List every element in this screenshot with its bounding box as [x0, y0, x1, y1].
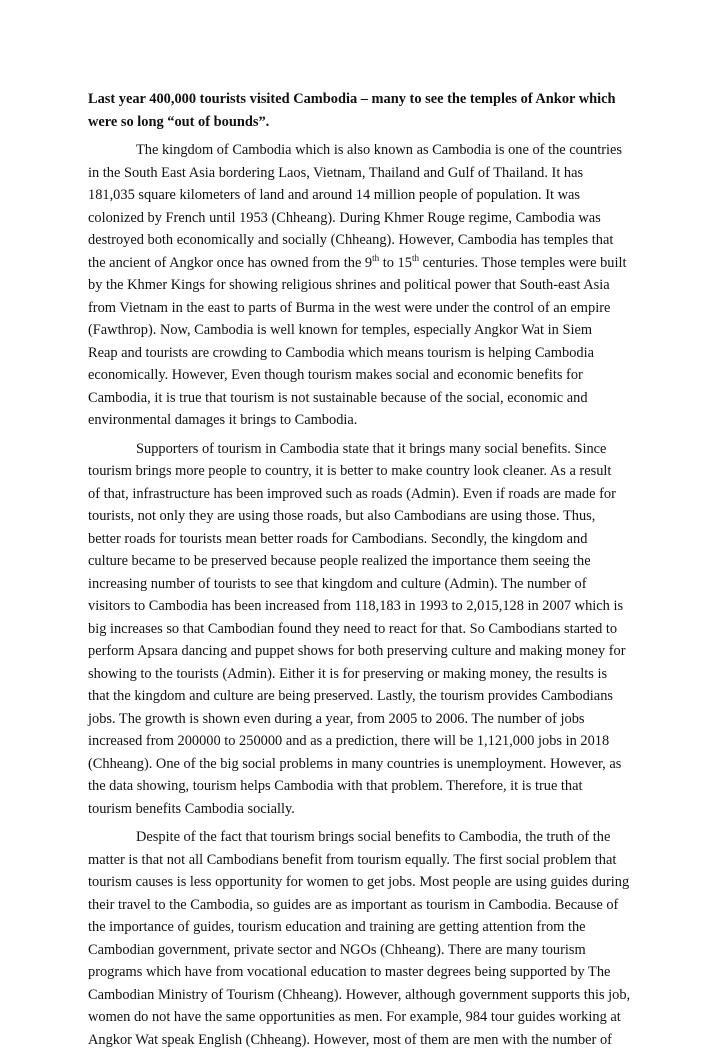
paragraph-line: Cambodia, it is true that tourism is not sustainable because of the social, economic and [88, 389, 588, 406]
paragraph-line: that the kingdom and culture are being preserved. Lastly, the tourism provides Cambodians [88, 688, 613, 704]
document-body [88, 88, 648, 1057]
paragraph-line: Angkor Wat speak English (Chheang). However, most of them are men with the number of [88, 1031, 612, 1048]
paragraph-line [88, 252, 648, 275]
paragraph-line: 181,035 square kilometers of land and around 14 million people of population. It was [88, 187, 580, 203]
document-title [88, 88, 648, 133]
paragraph-social-problems [88, 826, 648, 1051]
paragraph-line: colonized by French until 1953 (Chheang). During Khmer Rouge regime, Cambodia was [88, 209, 601, 226]
paragraph-line: the importance of guides, tourism education and training are getting attention from the [88, 919, 586, 935]
paragraph-line: from Vietnam in the east to parts of Burma in the west were under the control of an empire [88, 299, 611, 316]
paragraph-line: (Chheang). One of the big social problems in many countries is unemployment. However, as [88, 755, 622, 772]
paragraph-line: culture became to be preserved because people realized the importance them seeing the [88, 553, 591, 569]
paragraph-line: Cambodian Ministry of Tourism (Chheang). However, although government supports this job, [88, 986, 631, 1003]
paragraph-social-benefits [88, 438, 648, 821]
paragraph-line: of that, infrastructure has been improved such as roads (Admin). Even if roads are made for [88, 485, 616, 502]
paragraph-line: increased from 200000 to 250000 and as a prediction, there will be 1,121,000 jobs in 2018 [88, 733, 610, 749]
line-text: the ancient of Angkor once has owned from the 9 [88, 254, 373, 271]
superscript: th [411, 252, 419, 263]
paragraph-line: destroyed both economically and socially (Chheang). However, Cambodia has temples that [88, 232, 614, 248]
paragraph-line: women do not have the same opportunities as men. For example, 984 tour guides working at [88, 1009, 621, 1025]
paragraph-line: tourism benefits Cambodia socially. [88, 800, 295, 817]
paragraph-line: jobs. The growth is shown even during a year, from 2005 to 2006. The number of jobs [88, 710, 585, 727]
superscript: th [372, 252, 380, 263]
paragraph-line: in the South East Asia bordering Laos, Vietnam, Thailand and Gulf of Thailand. It has [88, 164, 584, 181]
paragraph-line: increasing number of tourists to see that kingdom and culture (Admin). The number of [88, 575, 587, 592]
paragraph-line: (Fawthrop). Now, Cambodia is well known for temples, especially Angkor Wat in Siem [88, 322, 593, 338]
paragraph-introduction [88, 139, 648, 432]
paragraph-line: the data showing, tourism helps Cambodia with that problem. Therefore, it is true that [88, 778, 583, 794]
paragraph-line: perform Apsara dancing and puppet shows for both preserving culture and making money for [88, 643, 626, 659]
line-text: centuries. Those temples were built [418, 254, 627, 271]
paragraph-line: big increases so that Cambodian found they need to react for that. So Cambodians started to [88, 620, 618, 637]
paragraph-line: programs which have from vocational education to master degrees being supported by The [88, 964, 611, 980]
paragraph-line: better roads for tourists mean better roads for Cambodians. Secondly, the kingdom and [88, 530, 588, 547]
paragraph-line: Despite of the fact that tourism brings social benefits to Cambodia, the truth of the [136, 829, 611, 845]
paragraph-line: economically. However, Even though tourism makes social and economic benefits for [88, 367, 583, 383]
paragraph-line: environmental damages it brings to Cambodia. [88, 412, 358, 428]
paragraph-line: by the Khmer Kings for showing religious shrines and political power that South-east Asia [88, 277, 610, 293]
paragraph-line: Supporters of tourism in Cambodia state that it brings many social benefits. Since [136, 440, 607, 457]
paragraph-line: tourism brings more people to country, it is better to make country look cleaner. As a result [88, 463, 612, 479]
paragraph-line: Reap and tourists are crowding to Cambodia which means tourism is helping Cambodia [88, 344, 594, 361]
title-line: Last year 400,000 tourists visited Cambodia – many to see the temples of Ankor which [88, 91, 616, 107]
paragraph-line: showing to the tourists (Admin). Either it is for preserving or making money, the results is [88, 665, 608, 682]
title-line: were so long “out of bounds”. [88, 113, 270, 130]
paragraph-line: tourists, not only they are using those roads, but also Cambodians are using those. Thus, [88, 508, 596, 524]
line-text: to 15 [379, 254, 412, 271]
paragraph-line: tourism causes is less opportunity for women to get jobs. Most people are using guides during [88, 874, 630, 890]
paragraph-line: visitors to Cambodia has been increased from 118,183 in 1993 to 2,015,128 in 2007 which is [88, 598, 624, 614]
paragraph-line: matter is that not all Cambodians benefit from tourism equally. The first social problem that [88, 851, 617, 868]
paragraph-line: Cambodian government, private sector and NGOs (Chheang). There are many tourism [88, 941, 586, 958]
paragraph-line: The kingdom of Cambodia which is also known as Cambodia is one of the countries [136, 142, 623, 158]
paragraph-line: their travel to the Cambodia, so guides are as important as tourism in Cambodia. Because of [88, 896, 619, 913]
